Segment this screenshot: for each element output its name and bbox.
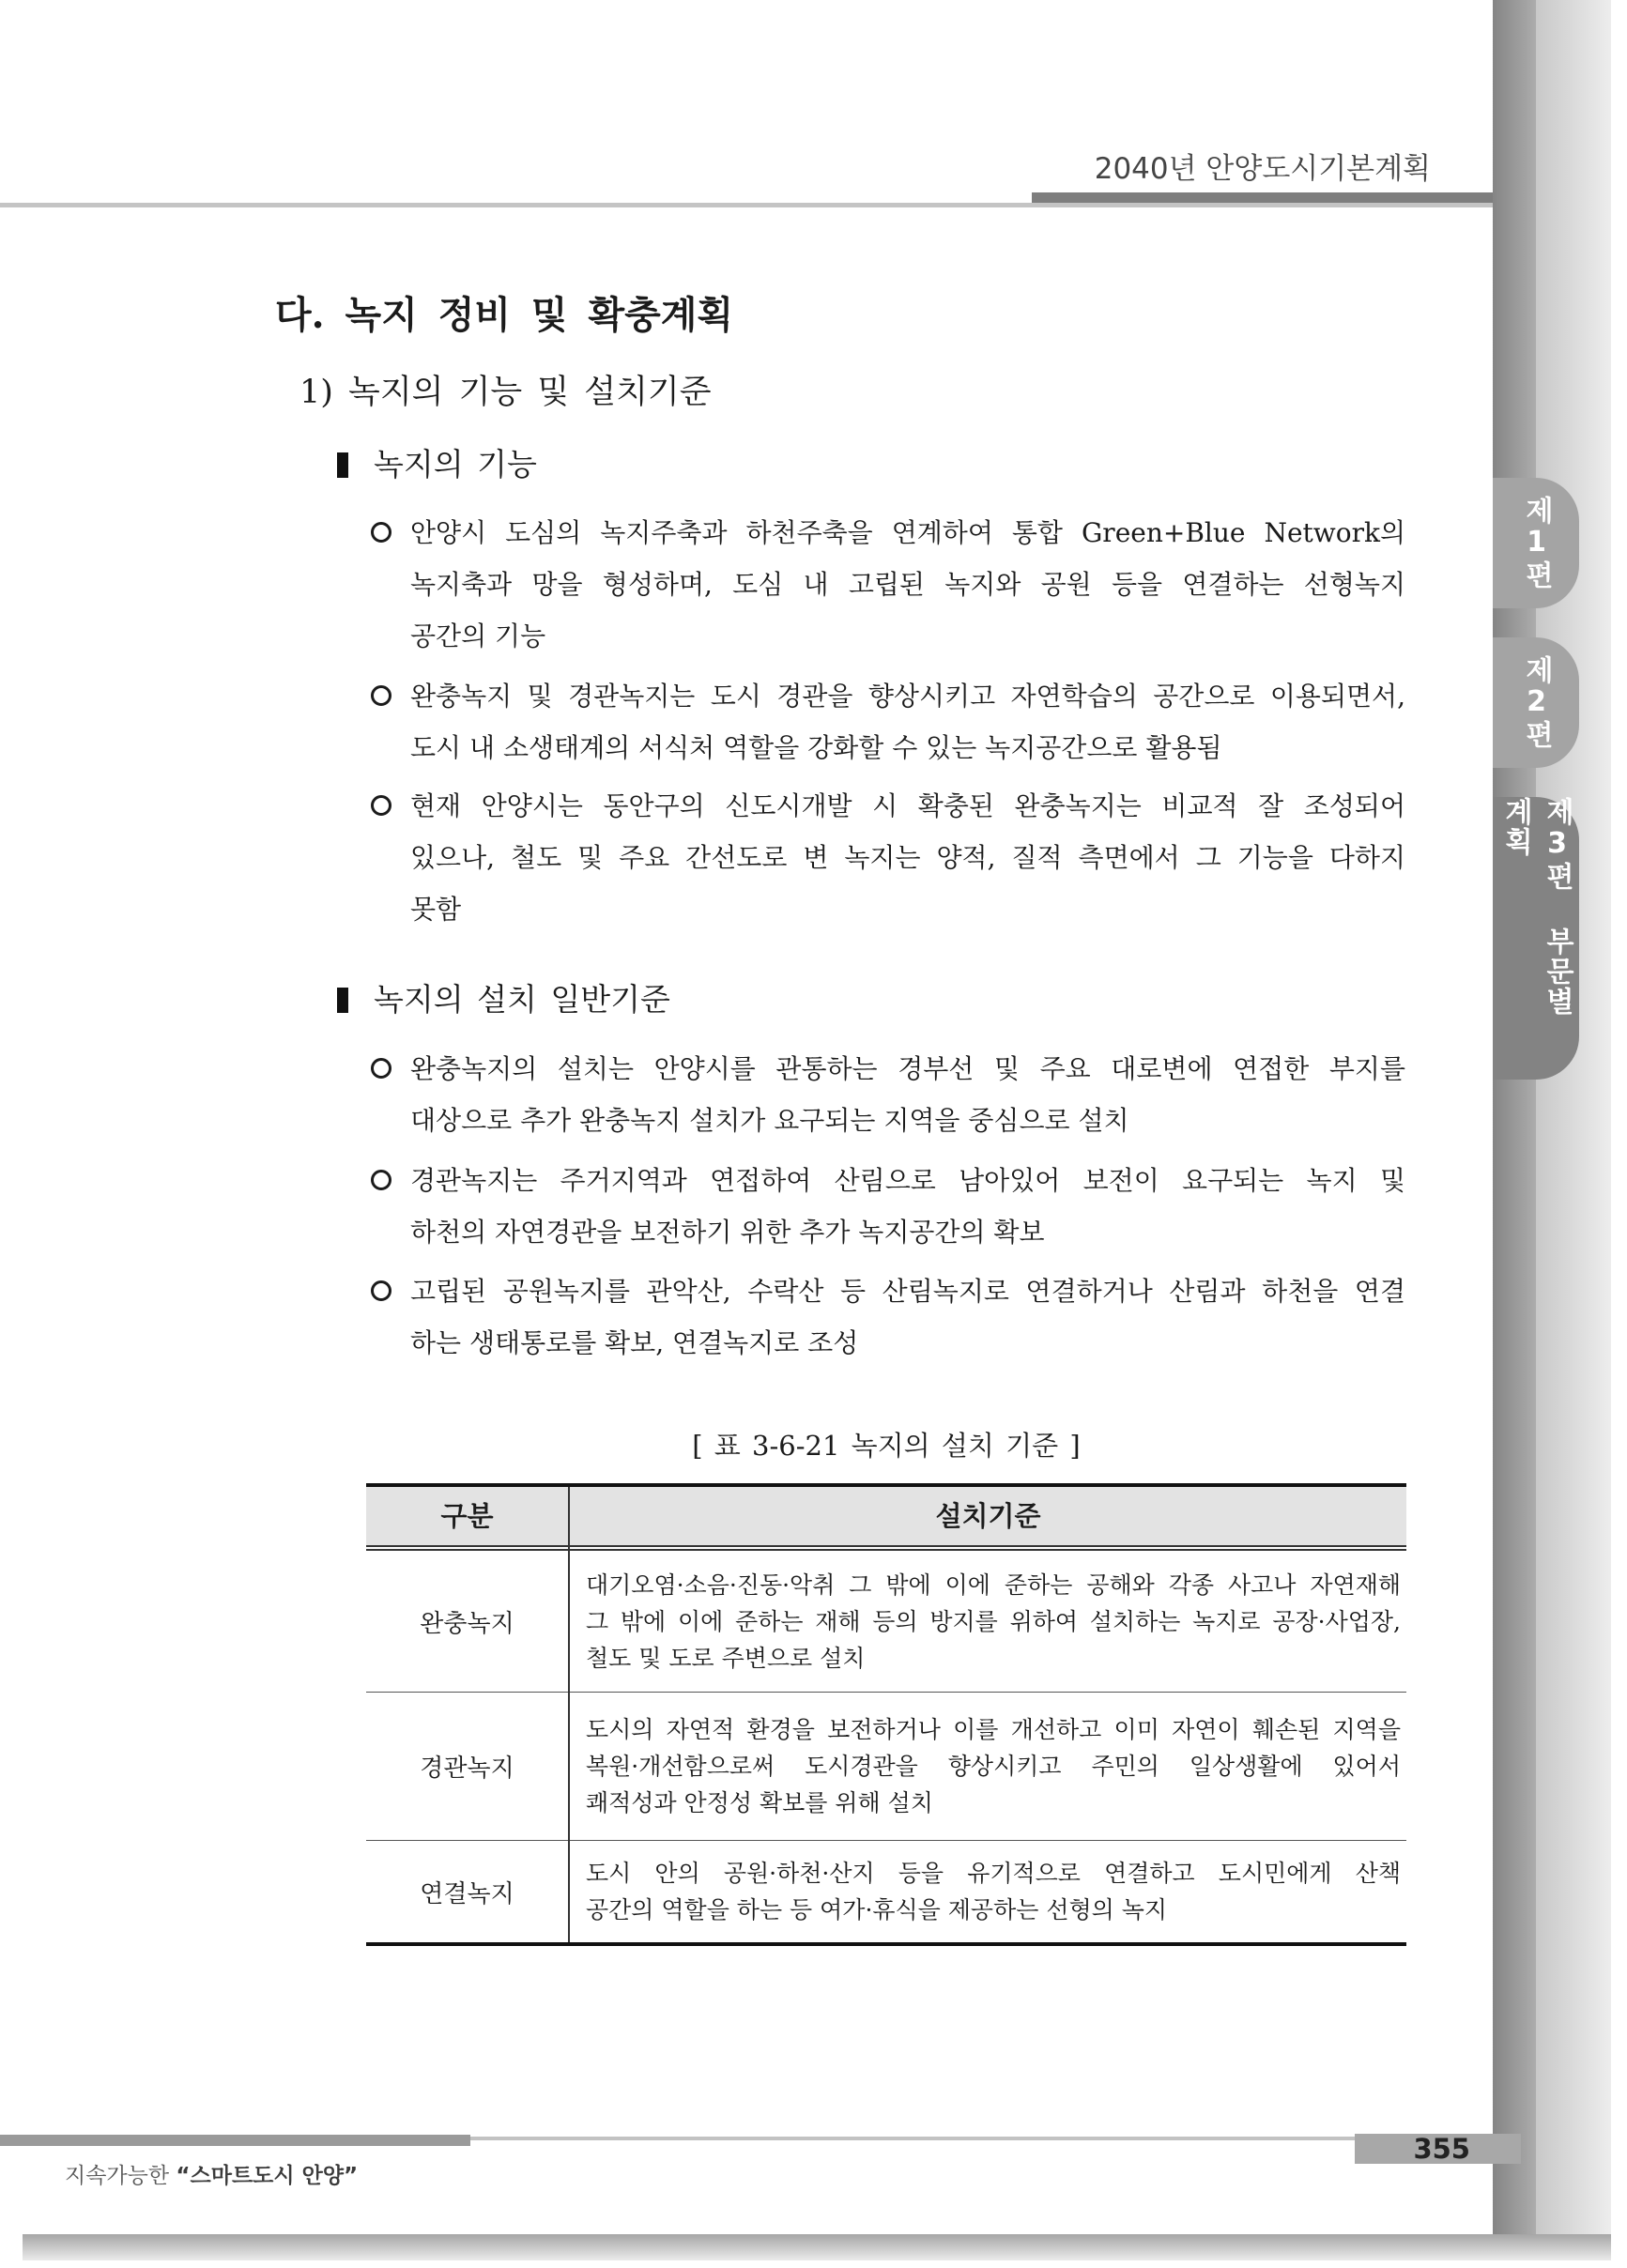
bullet-circle-icon (371, 1058, 391, 1079)
footer-text (65, 2162, 358, 2190)
bullet-line: 고립된 공원녹지를 관악산, 수락산 등 산림녹지로 연결하거나 산림과 하천을 연결 (410, 1276, 1405, 1307)
section-marker-icon (337, 988, 348, 1013)
page-shadow-bottom (23, 2234, 1611, 2260)
section-heading: 다. 녹지 정비 및 확충계획 (275, 293, 734, 337)
bullet-line: 공간의 기능 (410, 621, 546, 651)
bullet-line: 경관녹지는 주거지역과 연접하여 산림으로 남아있어 보전이 요구되는 녹지 및 (410, 1165, 1405, 1196)
bullet-line: 도시 내 소생태계의 서식처 역할을 강화할 수 있는 녹지공간으로 활용됨 (410, 732, 1222, 763)
header-accent-bar (1032, 192, 1493, 203)
bullet-circle-icon (371, 1170, 391, 1190)
running-header-title: 2040년 안양도시기본계획 (1094, 152, 1431, 186)
row-text-line: 공간의 역할을 하는 등 여가·휴식을 제공하는 선형의 녹지 (586, 1896, 1168, 1923)
row-text-line: 도시의 자연적 환경을 보전하거나 이를 개선하고 이미 자연이 훼손된 지역을 (586, 1716, 1401, 1743)
table-bottom-border (366, 1942, 1406, 1946)
table-header-cell: 설치기준 (935, 1500, 1041, 1532)
bullet-line: 하는 생태통로를 확보, 연결녹지로 조성 (410, 1327, 859, 1358)
table-caption: [ 표 3-6-21 녹지의 설치 기준 ] (692, 1430, 1081, 1462)
table-column-divider (568, 1487, 570, 1942)
bullet-line: 완충녹지의 설치는 안양시를 관통하는 경부선 및 주요 대로변에 연접한 부지를 (410, 1053, 1405, 1084)
bullet-line: 완충녹지 및 경관녹지는 도시 경관을 향상시키고 자연학습의 공간으로 이용되면서, (410, 681, 1405, 712)
subsection-heading: 1) 녹지의 기능 및 설치기준 (299, 374, 712, 411)
bullet-line: 녹지축과 망을 형성하며, 도심 내 고립된 녹지와 공원 등을 연결하는 선형녹지 (410, 569, 1405, 600)
bullet-line: 있으나, 철도 및 주요 간선도로 변 녹지는 양적, 질적 측면에서 그 기능을 다하지 (410, 842, 1405, 873)
footer-rule (470, 2137, 1355, 2140)
bullet-line: 못함 (410, 894, 462, 925)
table-row (570, 1551, 1406, 1692)
bullet-line: 하천의 자연경관을 보전하기 위한 추가 녹지공간의 확보 (410, 1217, 1045, 1248)
row-text-line: 철도 및 도로 주변으로 설치 (586, 1644, 866, 1672)
page-shadow-right (1493, 0, 1536, 2240)
header-rule (0, 203, 1493, 207)
row-text-line: 그 밖에 이에 준하는 재해 등의 방지를 위하여 설치하는 녹지로 공장·사업장, (586, 1607, 1401, 1635)
green-standards-table (366, 1483, 1406, 1946)
bullet-line: 대상으로 추가 완충녹지 설치가 요구되는 지역을 중심으로 설치 (410, 1105, 1129, 1136)
bullet-circle-icon (371, 1280, 391, 1301)
table-row (570, 1693, 1406, 1840)
page-number: 355 (1413, 2133, 1470, 2165)
bullet-circle-icon (371, 795, 391, 816)
table-header-double-rule (366, 1545, 1406, 1547)
side-tab-label: 제3편 부문별 계획 (1499, 797, 1573, 1017)
section-title-function: 녹지의 기능 (374, 446, 537, 483)
footer-prefix: 지속가능한 (65, 2164, 170, 2188)
footer-highlight: “스마트도시 안양” (176, 2164, 359, 2188)
side-tab-part3-active (1493, 797, 1579, 1080)
row-text-line: 쾌적성과 안정성 확보를 위해 설치 (586, 1789, 933, 1816)
side-tab-part2 (1493, 637, 1579, 768)
bullet-circle-icon (371, 522, 391, 543)
side-tab-label: 제2편 (1520, 655, 1553, 750)
row-text-line: 복원·개선함으로써 도시경관을 향상시키고 주민의 일상생활에 있어서 (586, 1753, 1401, 1780)
side-tab-part1 (1493, 478, 1579, 608)
row-label: 연결녹지 (420, 1879, 514, 1908)
table-header-cell: 구분 (440, 1500, 494, 1532)
side-tab-label: 제1편 (1520, 496, 1553, 590)
section-marker-icon (337, 452, 348, 478)
footer-accent-bar (0, 2135, 470, 2146)
section-title-standards: 녹지의 설치 일반기준 (374, 981, 670, 1018)
row-text-line: 대기오염·소음·진동·악취 그 밖에 이에 준하는 공해와 각종 사고나 자연재해 (586, 1571, 1401, 1599)
bullet-line: 안양시 도심의 녹지주축과 하천주축을 연계하여 통합 Green+Blue Network의 (410, 517, 1405, 548)
row-text-line: 도시 안의 공원·하천·산지 등을 유기적으로 연결하고 도시민에게 산책 (586, 1860, 1401, 1887)
page-shadow-right-outer (1536, 0, 1611, 2247)
bullet-line: 현재 안양시는 동안구의 신도시개발 시 확충된 완충녹지는 비교적 잘 조성되어 (410, 790, 1405, 821)
table-row (570, 1841, 1406, 1942)
bullet-circle-icon (371, 685, 391, 706)
row-label: 경관녹지 (420, 1755, 514, 1783)
row-label: 완충녹지 (420, 1609, 514, 1638)
